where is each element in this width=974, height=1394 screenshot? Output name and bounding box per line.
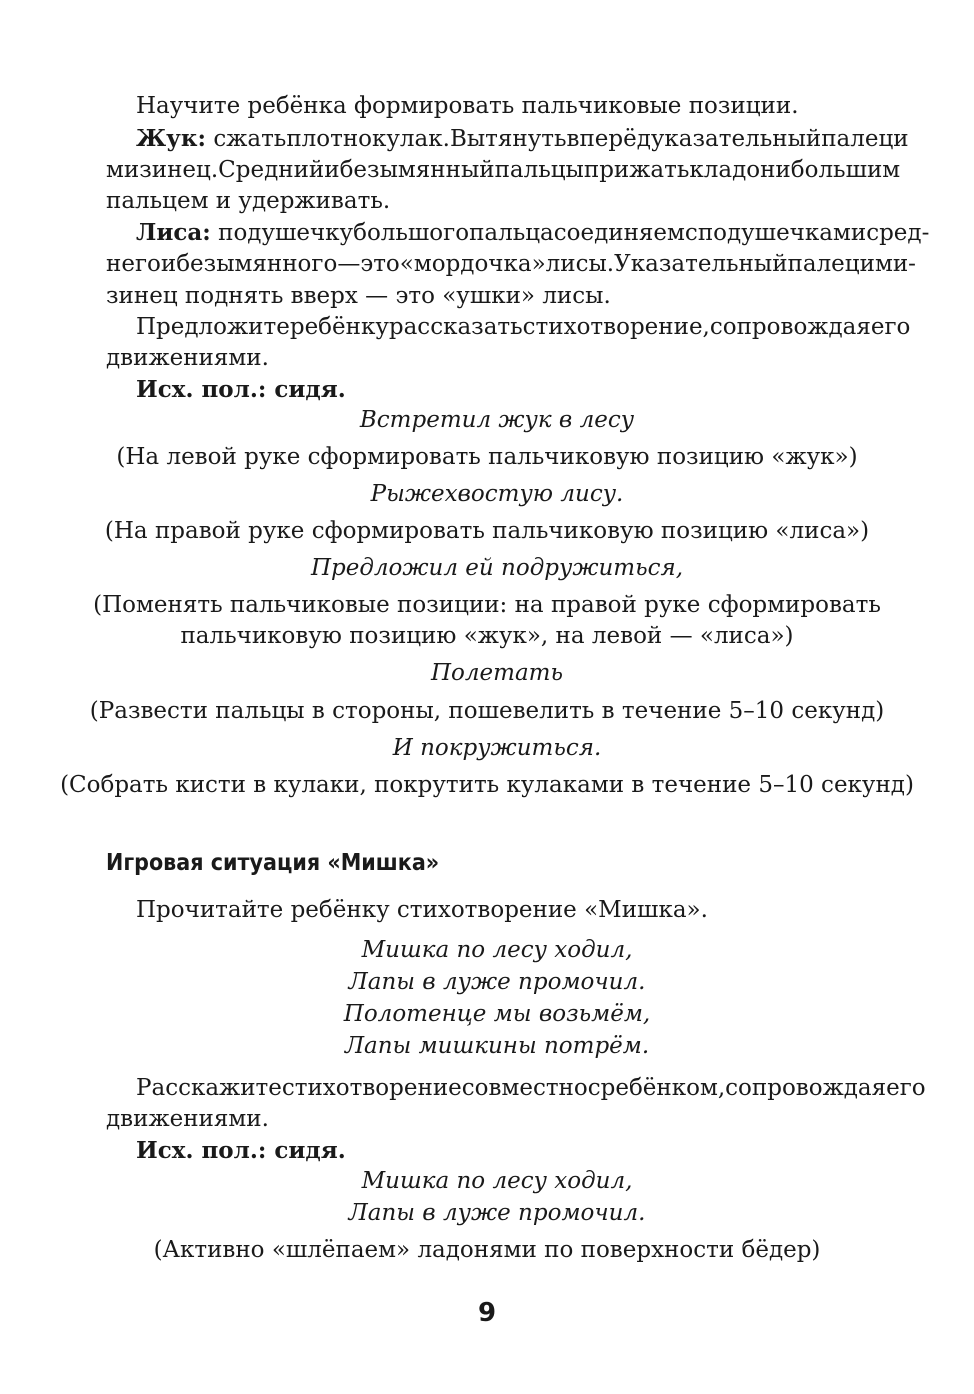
suggest1-word: сопровождая [709,314,871,340]
suggest1-word: рассказать [388,314,523,340]
suggest2-word: сопровождая [725,1075,887,1101]
lisa-word: это [360,251,400,277]
zhuk-line-2 [106,155,901,185]
suggest2-word: его [886,1075,926,1101]
suggest1-word: ребёнку [289,314,389,340]
poem3-line: Мишка по лесу ходил, [361,1168,633,1194]
suggest1-word: его [870,314,911,340]
zhuk-word: ладони [703,157,791,183]
zhuk-line-3: пальцем и удерживать. [106,188,391,214]
poem1-action: (Поменять пальчиковые позиции: на правой руке сформировать [93,592,881,618]
poem1-action: (Собрать кисти в кулаки, покрутить кулаками в течение 5–10 секунд) [60,772,914,798]
lisa-word: него [106,251,161,277]
intro-text: Научите ребёнка формировать пальчиковые позиции. [136,93,799,119]
zhuk-word: и [324,157,340,183]
zhuk-word: кулак. [372,126,450,152]
lisa-line-3: зинец поднять вверх — это «ушки» лисы. [106,283,611,309]
lisa-label: Лиса: [136,219,211,246]
suggest1-line-2: движениями. [106,345,269,371]
zhuk-word: и [893,126,909,152]
poem1-action: (Развести пальцы в стороны, пошевелить в течение 5–10 секунд) [89,698,885,724]
lisa-word: и [160,251,177,277]
poem1-action: (На левой руке сформировать пальчиковую позицию «жук») [116,444,858,470]
lisa-line-1 [106,218,930,248]
suggest2-line-1 [106,1073,926,1103]
lisa-word: большого [353,220,470,246]
suggest2-word: Расскажите [136,1075,282,1101]
suggest2-line-2: движениями. [106,1106,269,1132]
poem2-line: Мишка по лесу ходил, [361,937,633,963]
suggest2-word: ребёнком, [600,1075,726,1101]
zhuk-word: плотно [286,126,373,152]
zhuk-word: мизинец. [106,157,219,183]
poem1-action: (На правой руке сформировать пальчиковую позицию «лиса») [104,518,870,544]
start-position-2: Исх. пол.: сидя. [136,1137,346,1164]
lisa-word: соединяем [553,220,685,246]
lisa-word: с [684,220,698,246]
zhuk-word: указательный [650,126,822,152]
lisa-word: подушечками [697,220,867,246]
suggest2-word: с [587,1075,601,1101]
lisa-word: сред- [866,220,930,246]
lisa-word: — [337,251,361,277]
lisa-word: палец [787,251,860,277]
poem1-verse: Встретил жук в лесу [359,407,635,433]
poem2-line: Лапы в луже промочил. [348,969,646,995]
poem1-verse: Предложил ей подружиться, [310,555,684,581]
lisa-word: Указательный [614,251,788,277]
poem1-verse: И покружиться. [392,735,602,761]
zhuk-word: к [689,157,704,183]
zhuk-line-1 [106,124,909,154]
lisa-word: лисы. [545,251,615,277]
lisa-word: подушечку [218,220,354,246]
poem2-line: Полотенце мы возьмём, [343,1001,651,1027]
poem3-line: Лапы в луже промочил. [348,1200,646,1226]
zhuk-word: безымянный [339,157,495,183]
poem3-action: (Активно «шлёпаем» ладонями по поверхности бёдер) [153,1237,821,1263]
lisa-word: «мордочка» [399,251,546,277]
zhuk-label: Жук: [136,125,206,152]
suggest1-line-1 [106,312,911,342]
zhuk-word: сжать [213,126,287,152]
poem1-verse: Полетать [430,660,563,686]
zhuk-word: Средний [218,157,325,183]
lisa-word: ми- [874,251,916,277]
lisa-word: безымянного [176,251,338,277]
zhuk-word: Вытянуть [449,126,567,152]
start-position-1: Исх. пол.: сидя. [136,376,346,403]
zhuk-word: пальцы [494,157,584,183]
zhuk-word: палец [821,126,894,152]
suggest2-word: совместно [461,1075,588,1101]
page-number: 9 [477,1298,497,1328]
lisa-word: пальца [469,220,554,246]
zhuk-word: прижать [583,157,690,183]
section-title: Игровая ситуация «Мишка» [106,850,440,876]
zhuk-word: вперёд [566,126,651,152]
suggest2-word: стихотворение [281,1075,462,1101]
lisa-word: и [859,251,875,277]
lisa-line-2 [106,249,916,279]
suggest1-word: Предложите [136,314,290,340]
read-poem-instruction: Прочитайте ребёнку стихотворение «Мишка». [136,897,708,923]
suggest1-word: стихотворение, [522,314,710,340]
poem2-line: Лапы мишкины потрём. [344,1033,650,1059]
poem1-action: пальчиковую позицию «жук», на левой — «лиса») [180,623,794,649]
poem1-verse: Рыжехвостую лису. [370,481,624,507]
zhuk-word: большим [790,157,901,183]
